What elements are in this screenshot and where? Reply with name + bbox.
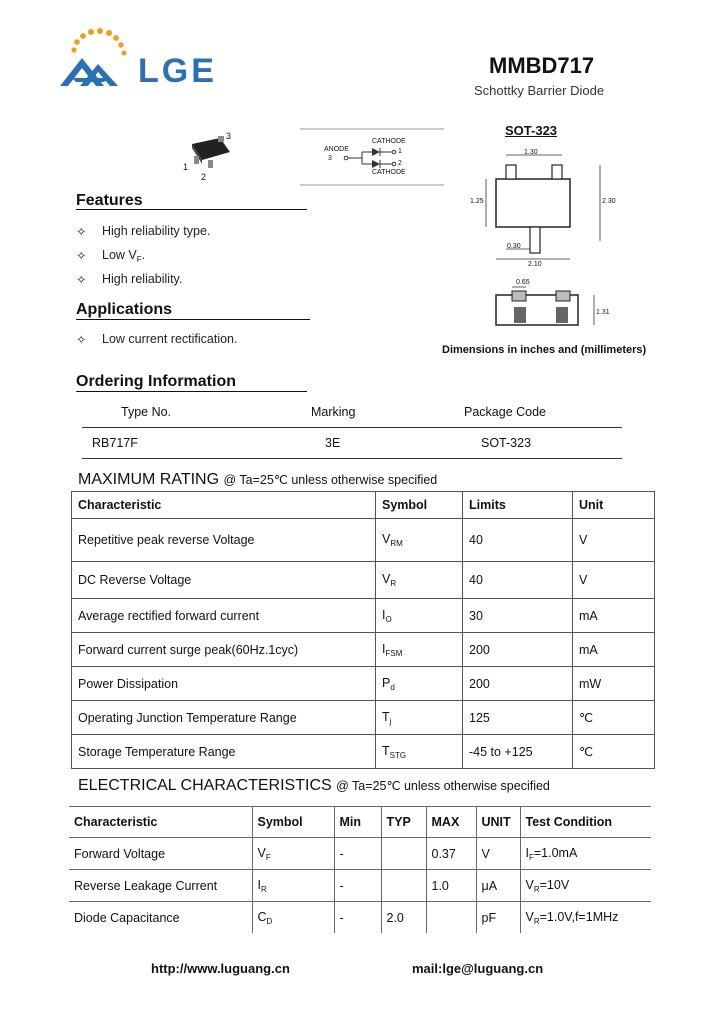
table-row: Average rectified forward current $I_O$ 30 mA (72, 599, 655, 633)
table-row: Repetitive peak reverse Voltage $V_{RM}$ 40 V (72, 519, 655, 562)
pin3-label: 3 (226, 131, 232, 141)
company-logo (58, 28, 134, 90)
dim-top-width: 1.30 (524, 149, 538, 156)
table-header-row: Characteristic Symbol Min TYP MAX UNIT Test Condition (69, 807, 651, 838)
cathode2-label: CATHODE (372, 169, 406, 176)
max-rating-table (71, 491, 655, 769)
diode-schematic-icon (300, 128, 444, 186)
elec-title: ELECTRICAL CHARACTERISTICS @ Ta=25℃ unless otherwise specified (78, 777, 550, 794)
anode-pin: 3 (328, 155, 332, 162)
email-link[interactable]: mail:lge@luguang.cn (412, 961, 544, 976)
bullet-icon: ✧ (76, 249, 87, 263)
ordering-title: Ordering Information (76, 373, 236, 390)
elec-table (69, 806, 651, 933)
logo-mark-icon (58, 28, 134, 90)
ordering-table (82, 397, 622, 459)
table-row: Diode Capacitance $C_D$ - 2.0 pF $V_R=1.0V,f=1MHz$ (69, 902, 651, 934)
table-row: DC Reverse Voltage $V_R$ 40 V (72, 562, 655, 599)
part-subtitle: Schottky Barrier Diode (474, 83, 605, 98)
dim-body-height: 1.25 (470, 198, 484, 205)
bullet-icon: ✧ (76, 273, 87, 287)
features-underline (76, 209, 307, 210)
table-row: Forward current surge peak(60Hz.1cyc) $I_{FSM}$ 200 mA (72, 633, 655, 667)
max-rating-title: MAXIMUM RATING @ Ta=25℃ unless otherwise specified (78, 471, 438, 488)
feature-item: ✧ High reliability type. (76, 224, 211, 239)
table-row: Forward Voltage $V_F$ - 0.37 V $I_F=1.0mA$ (69, 838, 651, 870)
applications-title: Applications (76, 301, 173, 318)
table-row: Reverse Leakage Current $I_R$ - 1.0 μA $V_R=10V$ (69, 870, 651, 902)
table-row: RB717F 3E SOT-323 (82, 428, 622, 459)
table-row: Power Dissipation $P_d$ 200 mW (72, 667, 655, 701)
feature-item: ✧ Low $V_F$. (76, 248, 146, 264)
features-title: Features (76, 192, 143, 209)
schematic (300, 128, 444, 186)
bullet-icon: ✧ (76, 333, 87, 347)
pin2-label: 2 (201, 172, 207, 182)
anode-label: ANODE (324, 146, 349, 153)
applications-underline (76, 319, 310, 320)
bullet-icon: ✧ (76, 225, 87, 239)
dim-total-height: 2.30 (602, 198, 616, 205)
part-number: MMBD717 (489, 53, 595, 78)
cathode1-pin: 1 (398, 148, 402, 155)
package-title: SOT-323 (505, 123, 558, 138)
dim-total-width: 2.10 (528, 261, 542, 268)
website-link[interactable]: http://www.luguang.cn (151, 961, 290, 976)
ordering-underline (76, 391, 307, 392)
cathode2-pin: 2 (398, 160, 402, 167)
table-row: Type No. Marking Package Code (82, 397, 622, 428)
dim-side-height: 1.31 (596, 309, 610, 316)
application-item: ✧ Low current rectification. (76, 332, 238, 347)
logo-text: LGE (138, 52, 217, 90)
table-header-row: Characteristic Symbol Limits Unit (72, 492, 655, 519)
table-row: Storage Temperature Range $T_{STG}$ -45 to +125 ℃ (72, 735, 655, 769)
dim-pad: 0.65 (516, 279, 530, 286)
feature-item: ✧ High reliability. (76, 272, 183, 287)
dim-pin-width: 0.30 (507, 243, 521, 250)
pin1-label: 1 (183, 162, 189, 172)
table-row: Operating Junction Temperature Range $T_j$ 125 ℃ (72, 701, 655, 735)
cathode1-label: CATHODE (372, 138, 406, 145)
dimensions-caption: Dimensions in inches and (millimeters) (442, 344, 647, 356)
